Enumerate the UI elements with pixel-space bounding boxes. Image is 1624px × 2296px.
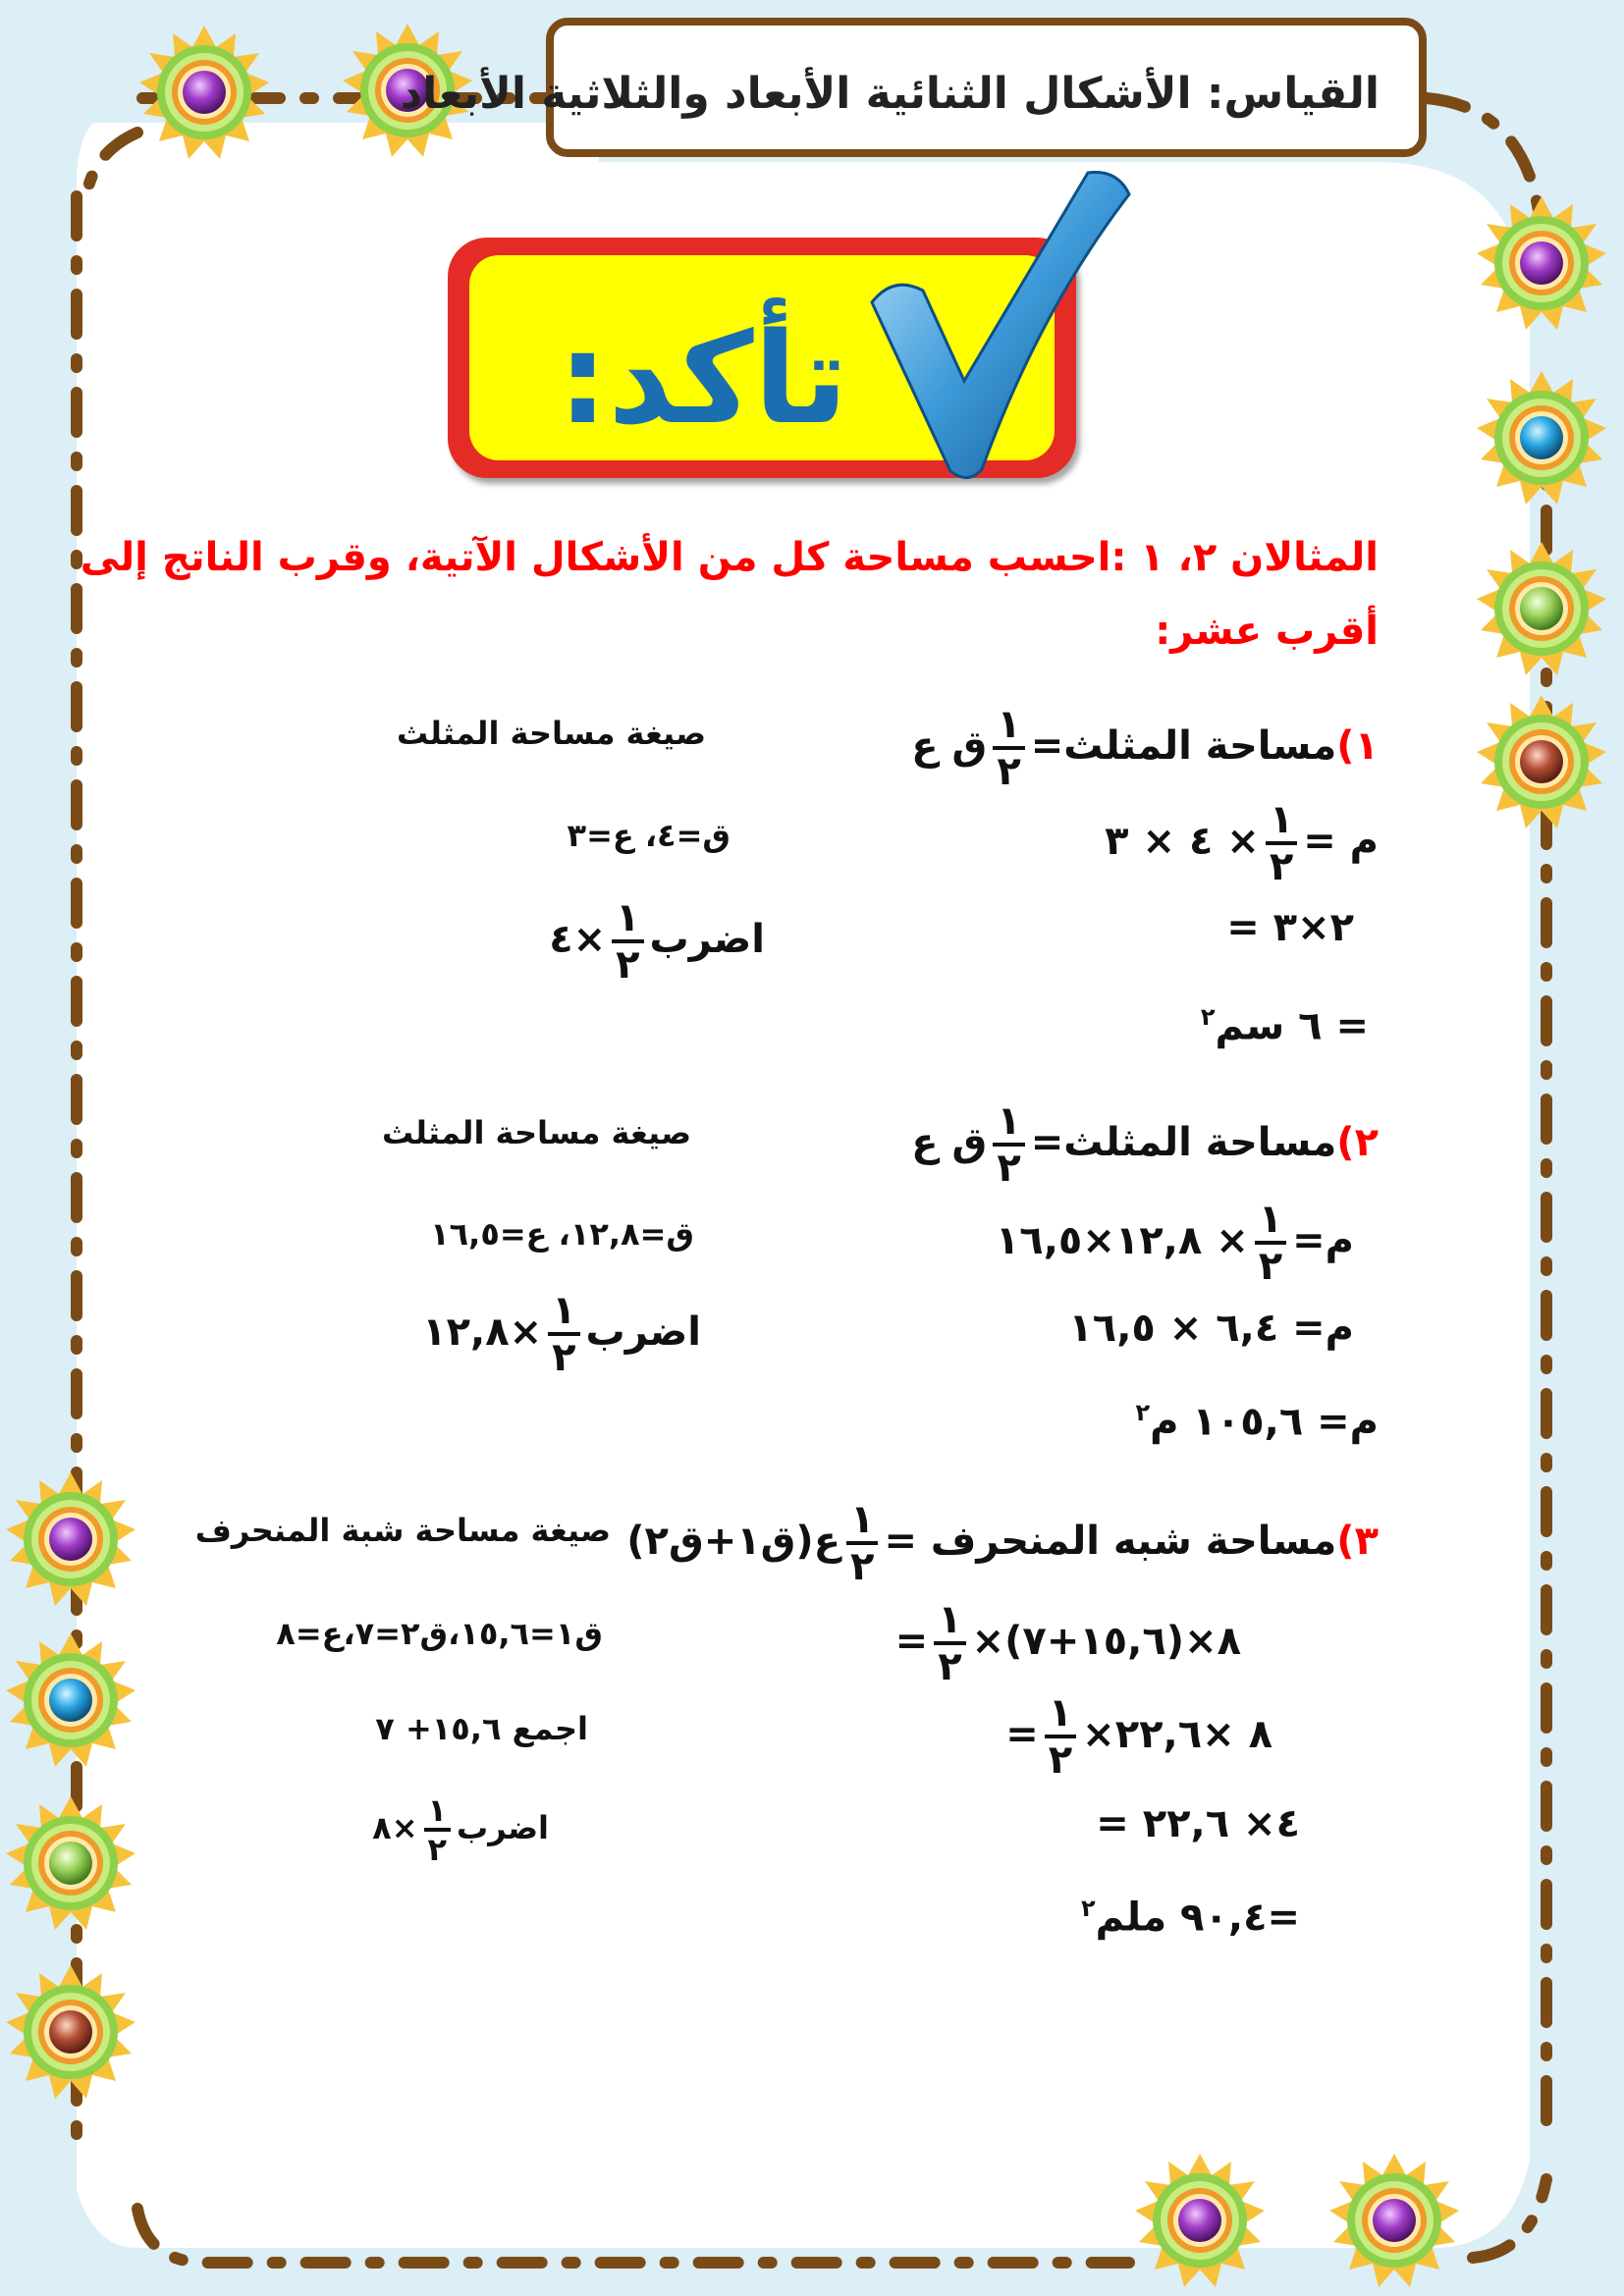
problem-2-note-values: ق=١٢,٨، ع=١٦,٥ bbox=[430, 1215, 694, 1253]
problem-3-note-values: ق١=١٥,٦،ق٢=٧،ع=٨ bbox=[276, 1615, 603, 1652]
problem-1-formula: ١)مساحة المثلث= $\frac{١}{٢}$ ق ع bbox=[911, 702, 1379, 794]
problem-1-note-values: ق=٤، ع=٣ bbox=[567, 817, 731, 854]
problem-1-note-mult: اضرب $\frac{١}{٢}$ ×٤ bbox=[549, 895, 765, 988]
problem-3-step-3: = ٤× ٢٢,٦ bbox=[1096, 1801, 1300, 1846]
problem-2-step-1: م= $\frac{١}{٢}$ × ١٢,٨×١٦,٥ bbox=[995, 1197, 1354, 1289]
problem-3-result: =٩٠,٤ ملم$^٢$ bbox=[1081, 1895, 1300, 1941]
problem-3-formula: ٣)مساحة شبه المنحرف = $\frac{١}{٢}$ ع(ق١+ق٢) bbox=[626, 1497, 1379, 1589]
question-line-2: أقرب عشر: bbox=[1155, 609, 1379, 654]
problem-1-step-2: = ٢×٣ bbox=[1226, 905, 1354, 950]
problem-3-note-formula: صيغة مساحة شبة المنحرف bbox=[194, 1512, 611, 1549]
problem-2-note-mult: اضرب $\frac{١}{٢}$ ×١٢,٨ bbox=[422, 1288, 701, 1380]
problem-2-note-formula: صيغة مساحة المثلث bbox=[381, 1114, 691, 1151]
problem-2-result: م= ١٠٥,٦ م$^٢$ bbox=[1135, 1399, 1379, 1445]
problem-3-note-mult: اضرب $\frac{١}{٢}$ ×٨ bbox=[372, 1791, 549, 1868]
badge-text: تأكد: bbox=[558, 306, 848, 453]
problem-1-note-formula: صيغة مساحة المثلث bbox=[396, 715, 706, 752]
problem-2-step-2: م= ٦,٤ × ١٦,٥ bbox=[1068, 1306, 1354, 1351]
problem-3-step-2: = $\frac{١}{٢}$ ×٨ ×٢٢,٦ bbox=[1005, 1690, 1272, 1783]
question-line-1: المثالان ٢، ١ :احسب مساحة كل من الأشكال الآتية، وقرب الناتج إلى bbox=[80, 535, 1379, 580]
problem-3-step-1: = $\frac{١}{٢}$ ×٨×(١٥,٦+٧) bbox=[894, 1597, 1241, 1689]
page-title: القياس: الأشكال الثنائية الأبعاد والثلاثية الأبعاد bbox=[400, 69, 1380, 119]
checkmark-icon bbox=[864, 165, 1139, 489]
problem-3-note-add: اجمع ١٥,٦+ ٧ bbox=[375, 1710, 588, 1747]
problem-1-result: = ٦ سم$^٢$ bbox=[1200, 1003, 1369, 1049]
problem-1-step-1: م = $\frac{١}{٢}$ × ٤ × ٣ bbox=[1105, 797, 1379, 889]
header-title-box bbox=[400, 18, 1427, 157]
fraction-half: $\frac{١}{٢}$ bbox=[993, 705, 1024, 791]
problem-2-formula: ٢)مساحة المثلث= $\frac{١}{٢}$ ق ع bbox=[911, 1098, 1379, 1191]
